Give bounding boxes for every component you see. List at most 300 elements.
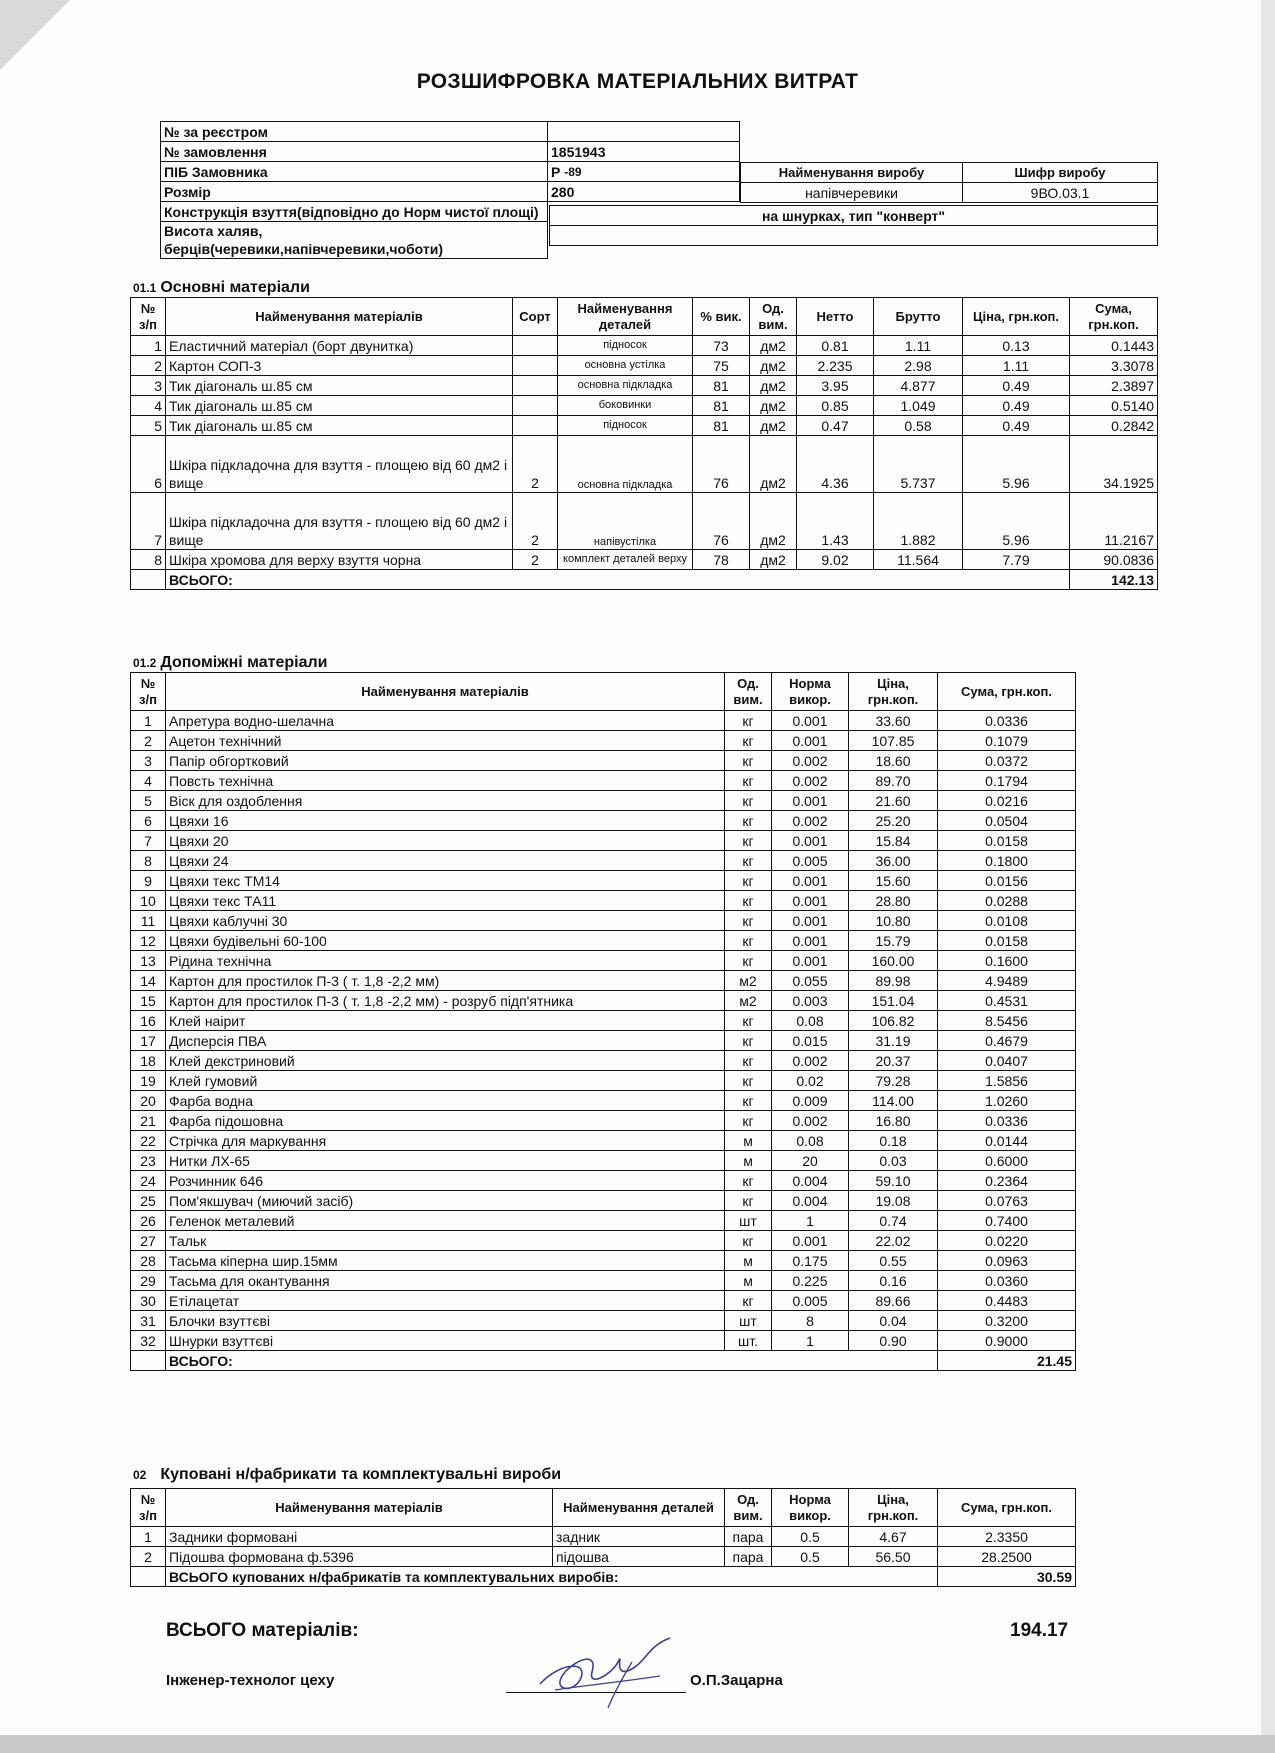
table-cell: 0.0372: [938, 751, 1076, 771]
table-cell: 24: [131, 1171, 166, 1191]
table-cell: Цвяхи 20: [166, 831, 725, 851]
table-cell: 0.1443: [1070, 336, 1158, 356]
table-cell: 28: [131, 1251, 166, 1271]
table-cell: 15.60: [849, 871, 938, 891]
size-value: 280: [548, 182, 740, 202]
col-sum: Сума, грн.коп.: [938, 1489, 1076, 1527]
table-cell: 0.4483: [938, 1291, 1076, 1311]
table-cell: комплект деталей верху: [558, 550, 693, 570]
table-cell: Цвяхи будівельні 60-100: [166, 931, 725, 951]
table-cell: 0.6000: [938, 1151, 1076, 1171]
table-row: [131, 811, 1076, 831]
table-row: [131, 356, 1158, 376]
table-cell: 1: [772, 1211, 849, 1231]
signature-name: О.П.Зацарна: [690, 1672, 783, 1689]
table-cell: 0.1794: [938, 771, 1076, 791]
table-cell: 34.1925: [1070, 436, 1158, 493]
section2-title: Допоміжні матеріали: [160, 654, 328, 671]
product-code-value: 9ВО.03.1: [963, 183, 1158, 203]
customer-label: ПІБ Замовника: [161, 162, 548, 182]
table-cell: кг: [725, 1231, 772, 1251]
table-row: [131, 1151, 1076, 1171]
table-cell: 0.90: [849, 1331, 938, 1351]
table-cell: кг: [725, 751, 772, 771]
table-cell: 0.08: [772, 1131, 849, 1151]
table-cell: боковинки: [558, 396, 693, 416]
col-material: Найменування матеріалів: [166, 1489, 553, 1527]
table-cell: основна устілка: [558, 356, 693, 376]
table-row: [131, 851, 1076, 871]
table-cell: кг: [725, 891, 772, 911]
table-cell: дм2: [750, 493, 797, 550]
customer-cell: [548, 162, 740, 182]
table-cell: [513, 416, 558, 436]
table-cell: Тальк: [166, 1231, 725, 1251]
table-cell: 15: [131, 991, 166, 1011]
table-cell: 76: [693, 493, 750, 550]
section2-total-value: 21.45: [938, 1351, 1076, 1371]
customer-extra: -89: [564, 164, 582, 179]
grand-total-value: 194.17: [1010, 1620, 1069, 1641]
table-cell: 1: [131, 1527, 166, 1547]
table-cell: 1.049: [874, 396, 963, 416]
col-norm: Норма викор.: [772, 1489, 849, 1527]
table-cell: 31: [131, 1311, 166, 1331]
table-cell: 2.3897: [1070, 376, 1158, 396]
table-cell: 2: [131, 356, 166, 376]
section1-heading: [133, 279, 310, 297]
table-cell: дм2: [750, 436, 797, 493]
table-cell: 59.10: [849, 1171, 938, 1191]
table-cell: Цвяхи текс ТМ14: [166, 871, 725, 891]
table-cell: 27: [131, 1231, 166, 1251]
table-cell: Цвяхи 16: [166, 811, 725, 831]
table-cell: 7: [131, 831, 166, 851]
col-sum: Сума, грн.коп.: [938, 673, 1076, 711]
table-row: [131, 1211, 1076, 1231]
table-row: [131, 550, 1158, 570]
table-cell: 4: [131, 396, 166, 416]
table-row: [131, 396, 1158, 416]
table-cell: м: [725, 1251, 772, 1271]
table-cell: 4.877: [874, 376, 963, 396]
table-cell: м: [725, 1151, 772, 1171]
table-row: [131, 1091, 1076, 1111]
table-cell: дм2: [750, 376, 797, 396]
table-cell: 1: [131, 711, 166, 731]
table-cell: 0.0216: [938, 791, 1076, 811]
table-cell: 2: [131, 1547, 166, 1567]
col-material: Найменування матеріалів: [166, 298, 513, 336]
table-cell: 0.1079: [938, 731, 1076, 751]
table-cell: 0.47: [797, 416, 874, 436]
table-row: [131, 416, 1158, 436]
table-cell: кг: [725, 1051, 772, 1071]
table-cell: 0.5: [772, 1527, 849, 1547]
table-cell: Геленок металевий: [166, 1211, 725, 1231]
table-cell: 0.2842: [1070, 416, 1158, 436]
table-cell: пара: [725, 1527, 772, 1547]
product-name-label: Найменування виробу: [741, 163, 963, 183]
table-cell: кг: [725, 731, 772, 751]
section1-total-value: 142.13: [1070, 570, 1158, 590]
table-cell: 0.002: [772, 1111, 849, 1131]
table-cell: шт: [725, 1311, 772, 1331]
table-cell: 2.98: [874, 356, 963, 376]
folded-corner: [0, 0, 70, 70]
col-gross: Брутто: [874, 298, 963, 336]
table-cell: 1: [131, 336, 166, 356]
table-cell: Шкіра підкладочна для взуття - площею від 60 дм2 і вище: [166, 493, 513, 550]
table-cell: 0.5140: [1070, 396, 1158, 416]
table-cell: 0.001: [772, 711, 849, 731]
section2-number: 01.2: [133, 656, 157, 670]
table-row: [131, 1071, 1076, 1091]
table-cell: 5: [131, 791, 166, 811]
table-row: [131, 493, 1158, 550]
table-cell: підошва: [553, 1547, 725, 1567]
table-cell: Дисперсія ПВА: [166, 1031, 725, 1051]
table-cell: 0.003: [772, 991, 849, 1011]
table-row: [131, 771, 1076, 791]
table-cell: кг: [725, 831, 772, 851]
table-row: [131, 436, 1158, 493]
table-cell: 5.737: [874, 436, 963, 493]
table-cell: 0.55: [849, 1251, 938, 1271]
table-row: [131, 1111, 1076, 1131]
table-cell: 76: [693, 436, 750, 493]
table-cell: Ацетон технічний: [166, 731, 725, 751]
table-cell: 16: [131, 1011, 166, 1031]
table-cell: м2: [725, 991, 772, 1011]
table-cell: 22: [131, 1131, 166, 1151]
table-cell: шт: [725, 1211, 772, 1231]
table-cell: 89.66: [849, 1291, 938, 1311]
table-cell: 78: [693, 550, 750, 570]
table-cell: кг: [725, 871, 772, 891]
reg-value: [548, 122, 740, 142]
table-cell: 5: [131, 416, 166, 436]
table-cell: 9: [131, 871, 166, 891]
table-row: [131, 791, 1076, 811]
table-cell: 3: [131, 751, 166, 771]
table-cell: 0.0763: [938, 1191, 1076, 1211]
table-row: [131, 1231, 1076, 1251]
table-cell: 1: [772, 1331, 849, 1351]
auxiliary-materials-table: [130, 672, 1076, 1371]
table-cell: 0.001: [772, 911, 849, 931]
section3-total-value: 30.59: [938, 1567, 1076, 1587]
construction-value: на шнурках, тип "конверт": [550, 206, 1158, 226]
table-cell: Фарба водна: [166, 1091, 725, 1111]
product-name-value: напівчеревики: [741, 183, 963, 203]
table-cell: Клей гумовий: [166, 1071, 725, 1091]
table-cell: м: [725, 1131, 772, 1151]
table-cell: дм2: [750, 550, 797, 570]
table-cell: Цвяхи текс ТА11: [166, 891, 725, 911]
table-cell: Картон для простилок П-3 ( т. 1,8 -2,2 мм) - розруб підп'ятника: [166, 991, 725, 1011]
table-cell: 0.001: [772, 731, 849, 751]
table-cell: 25: [131, 1191, 166, 1211]
table-row: [131, 751, 1076, 771]
table-cell: 12: [131, 931, 166, 951]
table-cell: Пом'якшувач (миючий засіб): [166, 1191, 725, 1211]
col-norm: Норма викор.: [772, 673, 849, 711]
table-cell: Шкіра підкладочна для взуття - площею від 60 дм2 і вище: [166, 436, 513, 493]
table-cell: 0.001: [772, 831, 849, 851]
table-cell: 0.0158: [938, 931, 1076, 951]
table-row: [131, 1131, 1076, 1151]
table-cell: Тик діагональ ш.85 см: [166, 376, 513, 396]
table-cell: 2: [131, 731, 166, 751]
table-cell: 1.11: [963, 356, 1070, 376]
table-cell: 9.02: [797, 550, 874, 570]
table-cell: 0.49: [963, 376, 1070, 396]
table-cell: Тасьма для окантування: [166, 1271, 725, 1291]
table-cell: основна підкладка: [558, 436, 693, 493]
table-cell: 0.1600: [938, 951, 1076, 971]
col-grade: Сорт: [513, 298, 558, 336]
table-cell: Шкіра хромова для верху взуття чорна: [166, 550, 513, 570]
customer-value: Р: [551, 163, 561, 180]
table-cell: Папір обгортковий: [166, 751, 725, 771]
table-cell: напівустілка: [558, 493, 693, 550]
table-row: [131, 1251, 1076, 1271]
table-cell: Клей декстриновий: [166, 1051, 725, 1071]
table-row: [131, 1331, 1076, 1351]
table-cell: 0.0360: [938, 1271, 1076, 1291]
col-price: Ціна, грн.коп.: [849, 673, 938, 711]
table-cell: Еластичний матеріал (борт двунитка): [166, 336, 513, 356]
table-cell: кг: [725, 791, 772, 811]
table-cell: 1.43: [797, 493, 874, 550]
table-cell: 22.02: [849, 1231, 938, 1251]
table-cell: 0.0158: [938, 831, 1076, 851]
table-cell: 0.08: [772, 1011, 849, 1031]
table-cell: 2: [513, 436, 558, 493]
table-cell: 0.004: [772, 1191, 849, 1211]
table-cell: кг: [725, 1011, 772, 1031]
table-cell: Цвяхи 24: [166, 851, 725, 871]
table-cell: 0.74: [849, 1211, 938, 1231]
table-cell: задник: [553, 1527, 725, 1547]
col-percent: % вик.: [693, 298, 750, 336]
col-unit: Од. вим.: [725, 1489, 772, 1527]
table-cell: [513, 376, 558, 396]
section2-heading: [133, 654, 328, 672]
table-row: [131, 1311, 1076, 1331]
section1-title: Основні матеріали: [160, 279, 310, 296]
table-cell: 4: [131, 771, 166, 791]
table-cell: 21.60: [849, 791, 938, 811]
table-cell: 0.0407: [938, 1051, 1076, 1071]
table-cell: 36.00: [849, 851, 938, 871]
table-cell: 0.0156: [938, 871, 1076, 891]
table-cell: [513, 396, 558, 416]
section3-total-label: ВСЬОГО купованих н/фабрикатів та комплектувальних виробів:: [166, 1567, 938, 1587]
table-cell: 89.98: [849, 971, 938, 991]
table-cell: 32: [131, 1331, 166, 1351]
table-cell: 0.7400: [938, 1211, 1076, 1231]
table-cell: 31.19: [849, 1031, 938, 1051]
table-cell: 0.001: [772, 871, 849, 891]
table-cell: 0.055: [772, 971, 849, 991]
col-net: Нетто: [797, 298, 874, 336]
col-num: № з/п: [131, 298, 166, 336]
table-cell: 2: [513, 550, 558, 570]
table-cell: 107.85: [849, 731, 938, 751]
table-cell: 8: [131, 851, 166, 871]
table-cell: Етілацетат: [166, 1291, 725, 1311]
table-cell: Рідина технічна: [166, 951, 725, 971]
section1-number: 01.1: [133, 281, 157, 295]
table-cell: кг: [725, 851, 772, 871]
table-row: [131, 1527, 1076, 1547]
table-row: [131, 1011, 1076, 1031]
table-cell: 0.16: [849, 1271, 938, 1291]
table-cell: 11.2167: [1070, 493, 1158, 550]
table-cell: м2: [725, 971, 772, 991]
table-cell: 0.04: [849, 1311, 938, 1331]
table-cell: кг: [725, 931, 772, 951]
table-cell: 30: [131, 1291, 166, 1311]
table-row: [131, 831, 1076, 851]
order-value: 1851943: [548, 142, 740, 162]
table-cell: 75: [693, 356, 750, 376]
table-cell: 0.001: [772, 1231, 849, 1251]
col-num: № з/п: [131, 1489, 166, 1527]
table-cell: пара: [725, 1547, 772, 1567]
table-cell: 0.58: [874, 416, 963, 436]
table-cell: дм2: [750, 356, 797, 376]
grand-total-label: ВСЬОГО матеріалів:: [166, 1620, 359, 1641]
table-cell: 23: [131, 1151, 166, 1171]
table-cell: 0.001: [772, 951, 849, 971]
table-cell: 18: [131, 1051, 166, 1071]
table-cell: 2.235: [797, 356, 874, 376]
table-cell: 29: [131, 1271, 166, 1291]
table-cell: підносок: [558, 336, 693, 356]
table-row: [131, 376, 1158, 396]
purchased-items-table: [130, 1488, 1076, 1587]
col-unit: Од. вим.: [750, 298, 797, 336]
table-cell: кг: [725, 1291, 772, 1311]
table-cell: 0.3200: [938, 1311, 1076, 1331]
table-cell: 90.0836: [1070, 550, 1158, 570]
table-cell: 16.80: [849, 1111, 938, 1131]
table-cell: 0.4679: [938, 1031, 1076, 1051]
document-title: РОЗШИФРОВКА МАТЕРІАЛЬНИХ ВИТРАТ: [416, 70, 859, 93]
section3-title: Куповані н/фабрикати та комплектувальні вироби: [160, 1466, 562, 1483]
table-cell: 0.002: [772, 1051, 849, 1071]
table-cell: 0.81: [797, 336, 874, 356]
table-row: [131, 1291, 1076, 1311]
table-cell: 13: [131, 951, 166, 971]
table-row: [131, 1051, 1076, 1071]
table-cell: основна підкладка: [558, 376, 693, 396]
table-row: [131, 911, 1076, 931]
table-cell: 0.0288: [938, 891, 1076, 911]
section3-number: 02: [133, 1468, 147, 1482]
table-cell: 20: [131, 1091, 166, 1111]
table-cell: Підошва формована ф.5396: [166, 1547, 553, 1567]
table-cell: дм2: [750, 416, 797, 436]
table-cell: 0.175: [772, 1251, 849, 1271]
table-cell: 0.49: [963, 416, 1070, 436]
table-cell: 3.3078: [1070, 356, 1158, 376]
table-cell: 0.002: [772, 771, 849, 791]
table-cell: 1.0260: [938, 1091, 1076, 1111]
table-cell: 14: [131, 971, 166, 991]
table-cell: 11: [131, 911, 166, 931]
product-code-label: Шифр виробу: [963, 163, 1158, 183]
table-cell: 15.79: [849, 931, 938, 951]
table-cell: 0.005: [772, 851, 849, 871]
table-cell: 0.0336: [938, 711, 1076, 731]
table-cell: кг: [725, 1171, 772, 1191]
table-cell: 15.84: [849, 831, 938, 851]
height-value: [550, 226, 1158, 246]
table-cell: 0.0144: [938, 1131, 1076, 1151]
table-cell: кг: [725, 911, 772, 931]
table-cell: 0.001: [772, 931, 849, 951]
table-cell: кг: [725, 1091, 772, 1111]
table-cell: кг: [725, 711, 772, 731]
handwritten-signature: [520, 1632, 690, 1712]
table-cell: 0.002: [772, 811, 849, 831]
table-cell: Тик діагональ ш.85 см: [166, 396, 513, 416]
table-cell: 0.0336: [938, 1111, 1076, 1131]
table-cell: кг: [725, 1071, 772, 1091]
table-cell: [513, 336, 558, 356]
table-cell: 0.015: [772, 1031, 849, 1051]
table-cell: 0.4531: [938, 991, 1076, 1011]
table-cell: 81: [693, 416, 750, 436]
col-material: Найменування матеріалів: [166, 673, 725, 711]
table-cell: 79.28: [849, 1071, 938, 1091]
col-num: № з/п: [131, 673, 166, 711]
table-cell: Нитки ЛХ-65: [166, 1151, 725, 1171]
table-cell: шт.: [725, 1331, 772, 1351]
table-cell: 0.001: [772, 891, 849, 911]
table-cell: 4.36: [797, 436, 874, 493]
col-price: Ціна, грн.коп.: [849, 1489, 938, 1527]
table-cell: 0.001: [772, 791, 849, 811]
construction-table: [549, 205, 1158, 246]
table-cell: 4.9489: [938, 971, 1076, 991]
main-materials-table: [130, 297, 1158, 590]
table-cell: кг: [725, 1111, 772, 1131]
table-cell: 0.2364: [938, 1171, 1076, 1191]
table-cell: 0.9000: [938, 1331, 1076, 1351]
col-unit: Од. вим.: [725, 673, 772, 711]
table-cell: 8: [772, 1311, 849, 1331]
table-row: [131, 971, 1076, 991]
table-cell: 28.2500: [938, 1547, 1076, 1567]
table-cell: 11.564: [874, 550, 963, 570]
table-cell: кг: [725, 1031, 772, 1051]
table-cell: 0.002: [772, 751, 849, 771]
table-cell: 5.96: [963, 493, 1070, 550]
table-cell: 4.67: [849, 1527, 938, 1547]
table-cell: Задники формовані: [166, 1527, 553, 1547]
table-cell: кг: [725, 771, 772, 791]
table-cell: дм2: [750, 396, 797, 416]
table-cell: 0.005: [772, 1291, 849, 1311]
section2-total-label: ВСЬОГО:: [166, 1351, 938, 1371]
table-row: [131, 991, 1076, 1011]
table-cell: 10: [131, 891, 166, 911]
